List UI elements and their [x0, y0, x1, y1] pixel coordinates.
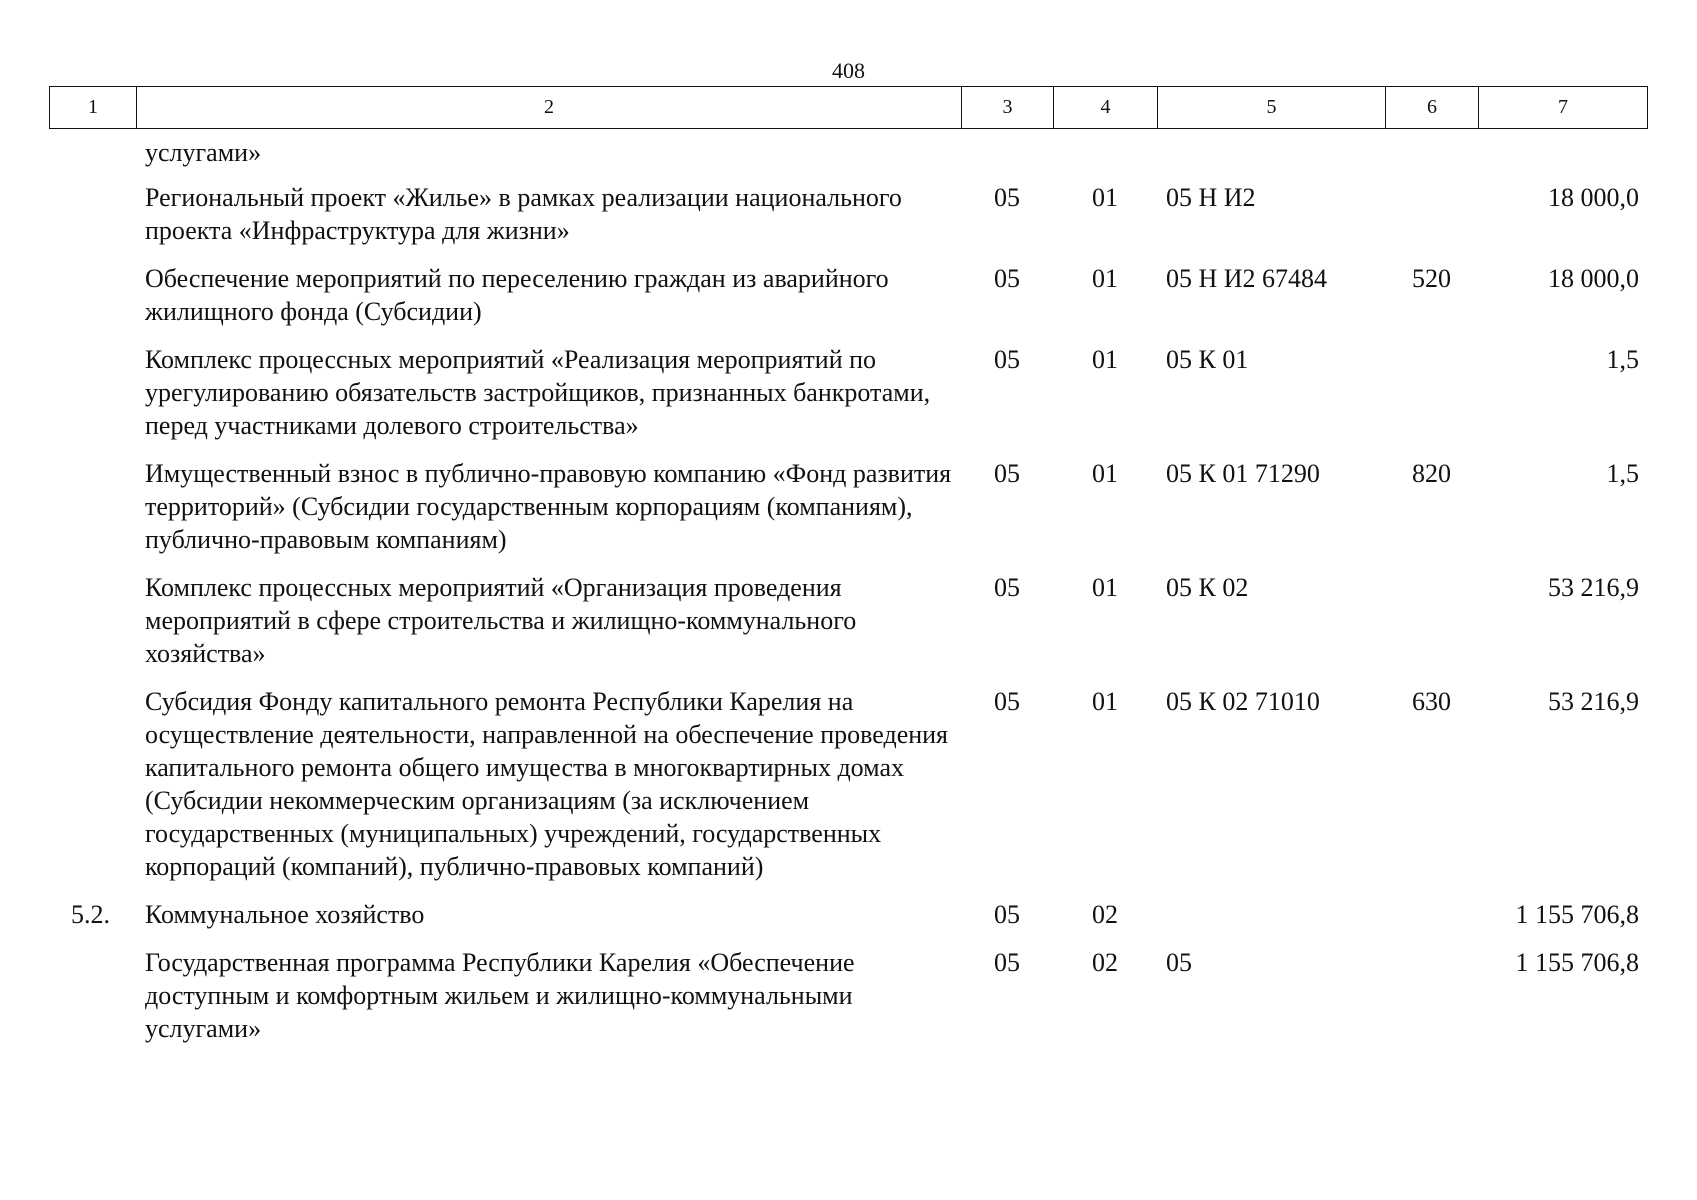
column-header-table [49, 86, 1648, 129]
row-number [49, 685, 136, 898]
row-number [49, 457, 136, 571]
row-name: услугами» [145, 138, 262, 167]
row-amount: 1,5 [1606, 345, 1639, 374]
row-number [49, 343, 136, 457]
row-target-article: 05 [1166, 948, 1192, 977]
row-section-code: 05 [994, 687, 1020, 716]
row-subsection-code: 01 [1092, 183, 1118, 212]
row-subsection-code: 02 [1092, 900, 1118, 929]
row-number: 5.2. [71, 900, 110, 929]
row-number [49, 181, 136, 262]
row-subsection-code: 01 [1092, 573, 1118, 602]
row-number [49, 946, 136, 1060]
row-expense-type: 630 [1412, 687, 1451, 716]
row-expense-type [1385, 181, 1478, 262]
row-name: Государственная программа Республики Карелия «Обеспечение доступным и комфортным жильем и жилищно-коммунальными услугами» [145, 948, 855, 1043]
table-row [49, 136, 1647, 181]
row-section-code: 05 [994, 900, 1020, 929]
column-header-7: 7 [1479, 87, 1648, 129]
table-row [49, 571, 1647, 685]
row-name: Коммунальное хозяйство [145, 900, 425, 929]
row-expense-type [1385, 946, 1478, 1060]
row-target-article: 05 К 02 71010 [1166, 687, 1320, 716]
table-row [49, 262, 1647, 343]
row-amount [1478, 136, 1647, 181]
column-header-6: 6 [1386, 87, 1479, 129]
row-expense-type: 820 [1412, 459, 1451, 488]
table-row [49, 946, 1647, 1060]
row-amount: 18 000,0 [1548, 183, 1639, 212]
row-target-article: 05 К 02 [1166, 573, 1249, 602]
table-row [49, 457, 1647, 571]
row-expense-type: 520 [1412, 264, 1451, 293]
row-section-code: 05 [994, 183, 1020, 212]
row-number [49, 571, 136, 685]
row-amount: 1 155 706,8 [1515, 948, 1639, 977]
table-row [49, 685, 1647, 898]
row-name: Субсидия Фонду капитального ремонта Республики Карелия на осуществление деятельности, направленной на обеспечение проведения капитального ремонта общего имущества в многоквартирных домах (Субсидии некоммерческим организациям (за исключением государственных (муниципальных) учреждений, государственных корпораций (компаний), публично-правовых компаний) [145, 687, 949, 881]
row-name: Обеспечение мероприятий по переселению граждан из аварийного жилищного фонда (Субсидии) [145, 264, 889, 326]
row-subsection-code: 01 [1092, 264, 1118, 293]
row-name: Комплекс процессных мероприятий «Реализация мероприятий по урегулированию обязательств застройщиков, признанных банкротами, перед участниками долевого строительства» [145, 345, 931, 440]
column-header-3: 3 [962, 87, 1054, 129]
budget-table [49, 136, 1647, 1060]
row-section-code: 05 [994, 345, 1020, 374]
row-subsection-code [1053, 136, 1157, 181]
page-number: 408 [832, 58, 865, 83]
table-row [49, 181, 1647, 262]
row-target-article: 05 К 01 [1166, 345, 1249, 374]
table-row [49, 898, 1647, 946]
table-row [49, 343, 1647, 457]
row-name: Комплекс процессных мероприятий «Организация проведения мероприятий в сфере строительства и жилищно-коммунального хозяйства» [145, 573, 857, 668]
column-header-1: 1 [50, 87, 137, 129]
row-subsection-code: 01 [1092, 459, 1118, 488]
row-expense-type [1385, 343, 1478, 457]
column-header-row [50, 87, 1648, 129]
row-section-code [961, 136, 1053, 181]
row-amount: 53 216,9 [1548, 687, 1639, 716]
row-target-article [1157, 898, 1385, 946]
row-expense-type [1385, 571, 1478, 685]
row-expense-type [1385, 136, 1478, 181]
row-target-article [1157, 136, 1385, 181]
row-section-code: 05 [994, 948, 1020, 977]
row-name: Региональный проект «Жилье» в рамках реализации национального проекта «Инфраструктура для жизни» [145, 183, 902, 245]
row-target-article: 05 Н И2 67484 [1166, 264, 1328, 293]
row-target-article: 05 Н И2 [1166, 183, 1256, 212]
row-section-code: 05 [994, 573, 1020, 602]
row-subsection-code: 02 [1092, 948, 1118, 977]
row-name: Имущественный взнос в публично-правовую компанию «Фонд развития территорий» (Субсидии государственным корпорациям (компаниям), публично-правовым компаниям) [145, 459, 952, 554]
row-amount: 53 216,9 [1548, 573, 1639, 602]
row-section-code: 05 [994, 459, 1020, 488]
row-subsection-code: 01 [1092, 345, 1118, 374]
column-header-5: 5 [1158, 87, 1386, 129]
row-amount: 1 155 706,8 [1515, 900, 1639, 929]
row-amount: 18 000,0 [1548, 264, 1639, 293]
row-amount: 1,5 [1606, 459, 1639, 488]
column-header-4: 4 [1054, 87, 1158, 129]
row-target-article: 05 К 01 71290 [1166, 459, 1320, 488]
row-section-code: 05 [994, 264, 1020, 293]
row-number [49, 136, 136, 181]
column-header-2: 2 [137, 87, 962, 129]
row-expense-type [1385, 898, 1478, 946]
row-number [49, 262, 136, 343]
row-subsection-code: 01 [1092, 687, 1118, 716]
